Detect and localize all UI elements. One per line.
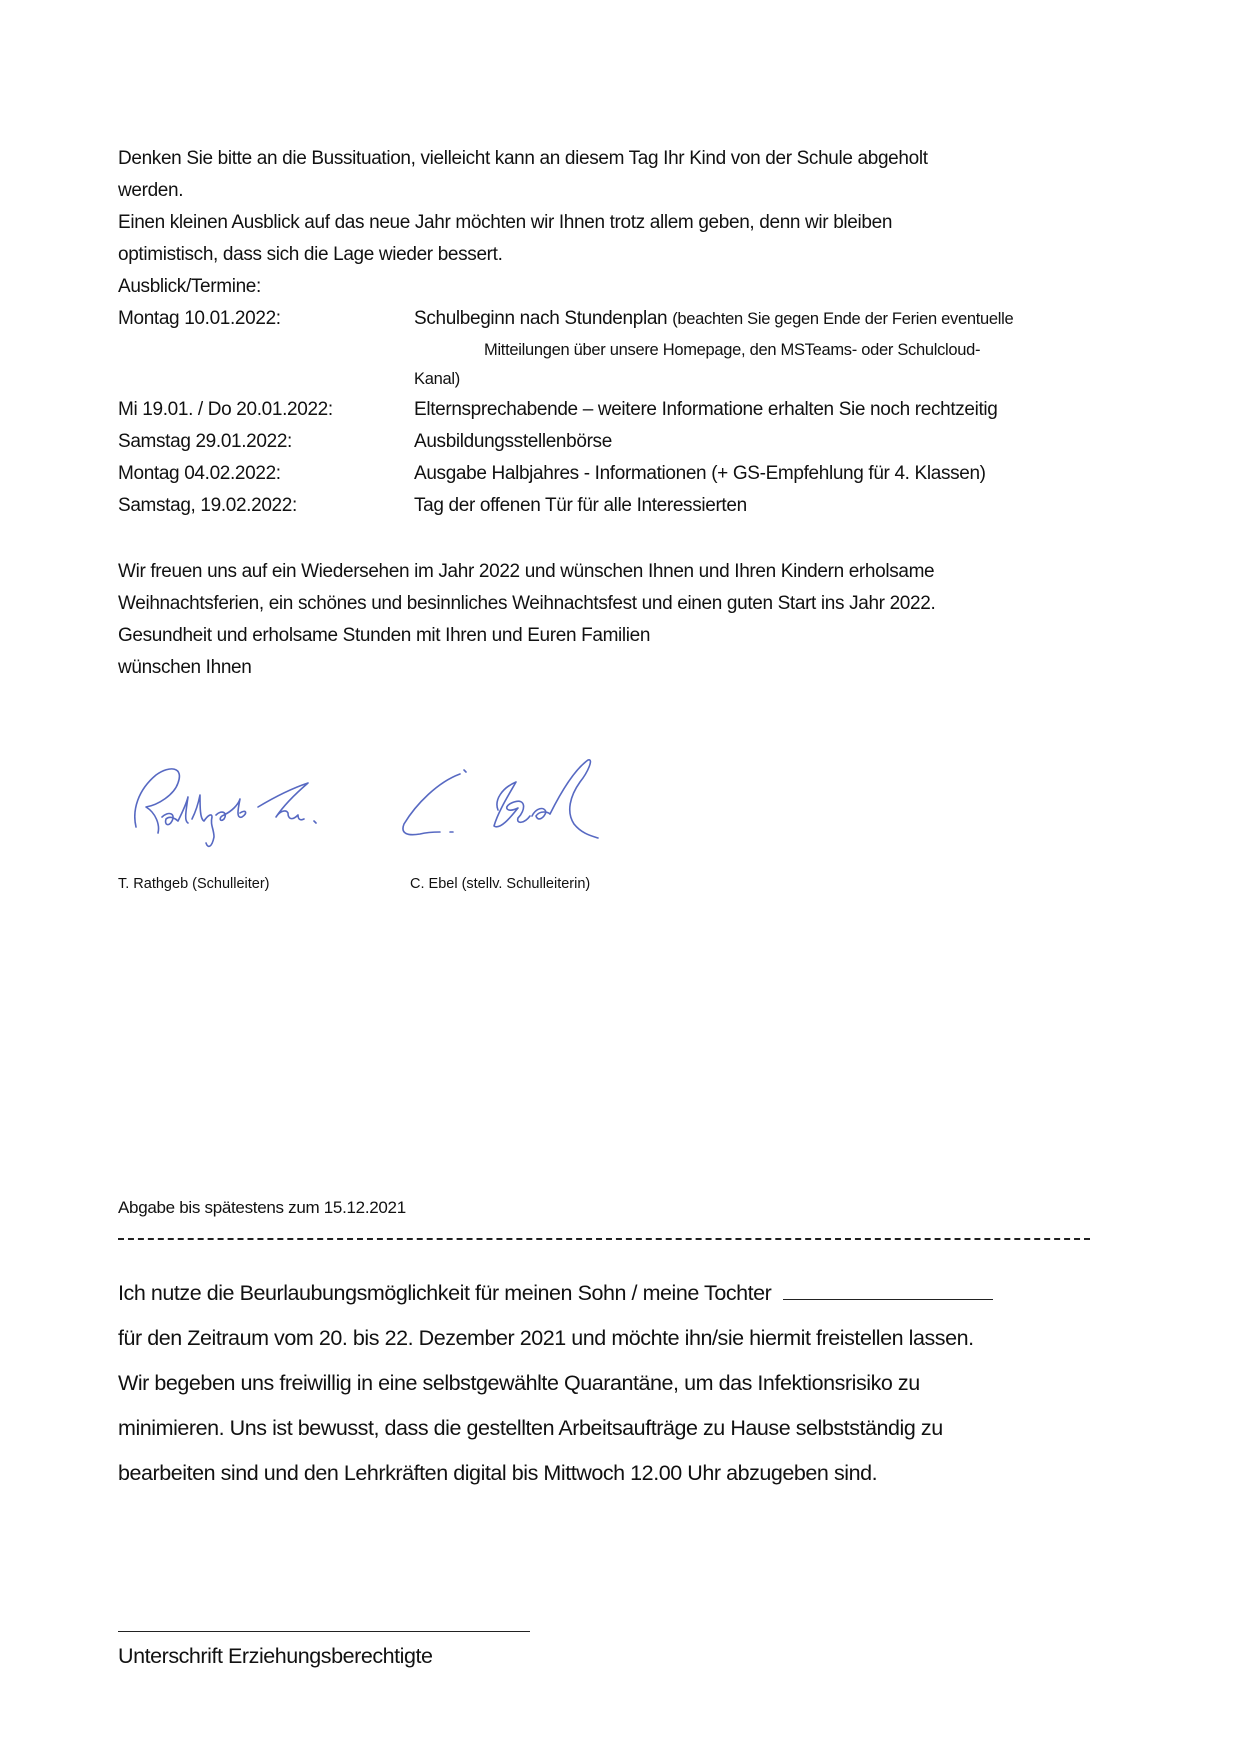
form-line: Wir begeben uns freiwillig in eine selbstgewählte Quarantäne, um das Infektionsrisiko zu xyxy=(118,1371,920,1395)
schedule-description: Schulbeginn nach Stundenplan (beachten Sie gegen Ende der Ferien eventuelle xyxy=(414,308,1014,329)
closing-text: Weihnachtsferien, ein schönes und besinnliches Weihnachtsfest und einen guten Start ins Jahr 2022. xyxy=(118,593,936,614)
deadline-text: Abgabe bis spätestens zum 15.12.2021 xyxy=(118,1198,406,1217)
form-line: minimieren. Uns ist bewusst, dass die gestellten Arbeitsaufträge zu Hause selbstständig zu xyxy=(118,1416,943,1440)
signature-label: Unterschrift Erziehungsberechtigte xyxy=(118,1644,433,1668)
cut-line-divider xyxy=(118,1238,1090,1240)
closing-text: Wir freuen uns auf ein Wiedersehen im Jahr 2022 und wünschen Ihnen und Ihren Kindern erholsame xyxy=(118,561,935,582)
closing-text: wünschen Ihnen xyxy=(118,657,252,678)
closing-text: Gesundheit und erholsame Stunden mit Ihren und Euren Familien xyxy=(118,625,651,646)
form-line: Ich nutze die Beurlaubungsmöglichkeit für meinen Sohn / meine Tochter xyxy=(118,1271,993,1317)
schedule-note: Mitteilungen über unsere Homepage, den MSTeams- oder Schulcloud- xyxy=(484,341,981,359)
form-line: bearbeiten sind und den Lehrkräften digital bis Mittwoch 12.00 Uhr abzugeben sind. xyxy=(118,1461,878,1485)
schedule-note: (beachten Sie gegen Ende der Ferien eventuelle xyxy=(672,310,1014,328)
schedule-description: Tag der offenen Tür für alle Interessierten xyxy=(414,495,747,516)
body-text: werden. xyxy=(118,180,184,201)
schedule-date: Samstag, 19.02.2022: xyxy=(118,495,297,516)
child-name-field[interactable] xyxy=(783,1281,993,1300)
schedule-note: Kanal) xyxy=(414,370,460,388)
form-line: für den Zeitraum vom 20. bis 22. Dezember 2021 und möchte ihn/sie hiermit freistellen lassen. xyxy=(118,1326,974,1350)
signature-caption: T. Rathgeb (Schulleiter) xyxy=(118,876,270,892)
schedule-date: Mi 19.01. / Do 20.01.2022: xyxy=(118,399,333,420)
signature-rathgeb-icon xyxy=(128,755,338,850)
body-text: Denken Sie bitte an die Bussituation, vielleicht kann an diesem Tag Ihr Kind von der Schule abgeholt xyxy=(118,148,928,169)
schedule-description: Elternsprechabende – weitere Informatione erhalten Sie noch rechtzeitig xyxy=(414,399,998,420)
body-text: optimistisch, dass sich die Lage wieder bessert. xyxy=(118,244,503,265)
signature-ebel-icon xyxy=(398,752,618,847)
guardian-signature-field[interactable] xyxy=(118,1631,530,1632)
schedule-heading: Ausblick/Termine: xyxy=(118,276,261,297)
schedule-description: Ausbildungsstellenbörse xyxy=(414,431,612,452)
schedule-description: Ausgabe Halbjahres - Informationen (+ GS-Empfehlung für 4. Klassen) xyxy=(414,463,986,484)
body-text: Einen kleinen Ausblick auf das neue Jahr möchten wir Ihnen trotz allem geben, denn wir bleiben xyxy=(118,212,893,233)
schedule-date: Montag 04.02.2022: xyxy=(118,463,281,484)
signature-caption: C. Ebel (stellv. Schulleiterin) xyxy=(410,876,591,892)
schedule-date: Montag 10.01.2022: xyxy=(118,308,281,329)
schedule-date: Samstag 29.01.2022: xyxy=(118,431,292,452)
